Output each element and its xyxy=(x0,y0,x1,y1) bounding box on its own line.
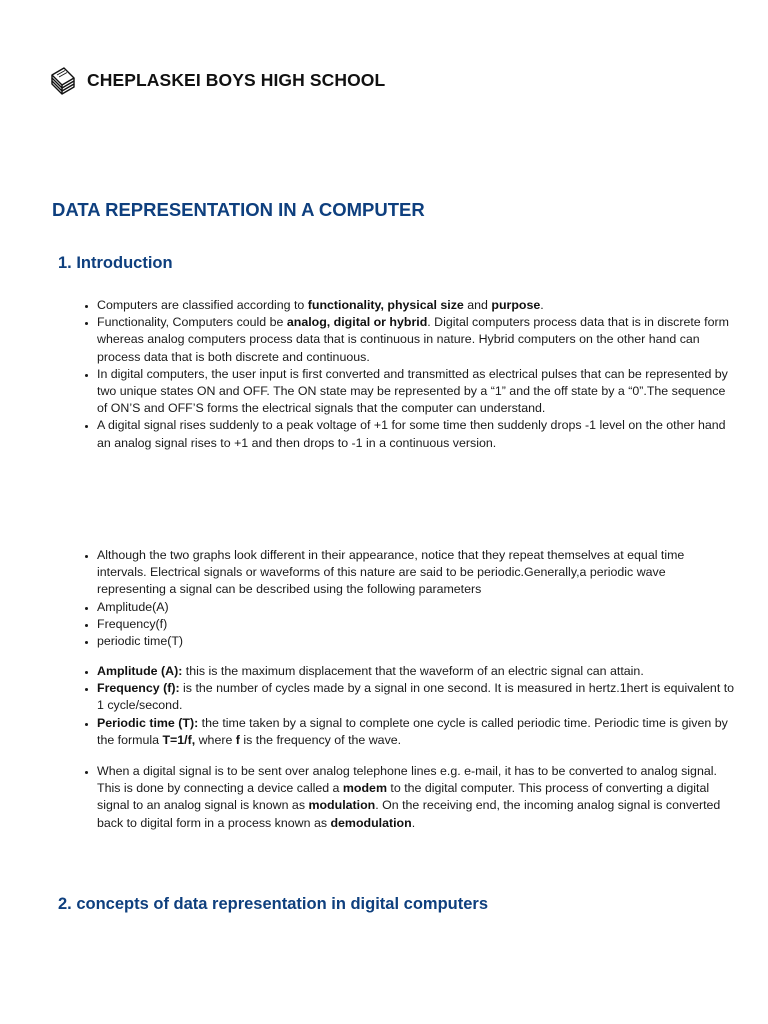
list-item: • Amplitude(A) xyxy=(97,599,737,616)
section-heading-concepts: 2. concepts of data representation in digital computers xyxy=(58,895,488,913)
school-header xyxy=(49,64,385,96)
document-title: DATA REPRESENTATION IN A COMPUTER xyxy=(52,199,425,220)
list-item: • In digital computers, the user input is first converted and transmitted as electrical pulses that can be represented by two unique states ON and OFF. The ON state may be represented by a “1” and the off state by a “0”.The sequence of ON’S and OFF’S forms the electrical signals that the computer can understand. xyxy=(97,366,737,418)
list-item: • A digital signal rises suddenly to a peak voltage of +1 for some time then suddenly drops -1 level on the other hand an analog signal rises to +1 and then drops to -1 in a continuous version. xyxy=(97,417,737,451)
list-item: • When a digital signal is to be sent over analog telephone lines e.g. e-mail, it has to be converted to analog signal. This is done by connecting a device called a modem to the digital computer. This process of converting a digital signal to an analog signal is known as modulation. On the receiving end, the incoming analog signal is converted back to digital form in a process known as demodulation. xyxy=(97,763,737,832)
list-item: • Frequency(f) xyxy=(97,616,737,633)
periodic-wave-list xyxy=(79,547,737,650)
book-stack-icon xyxy=(49,64,79,96)
list-item: • Computers are classified according to functionality, physical size and purpose. xyxy=(97,297,737,314)
list-item: • Functionality, Computers could be analog, digital or hybrid. Digital computers process data that is in discrete form whereas analog computers process data that is continuous in nature. Hybrid computers on the other hand can process data that is both discrete and continuous. xyxy=(97,314,737,366)
list-item: • periodic time(T) xyxy=(97,633,737,650)
school-name: CHEPLASKEI BOYS HIGH SCHOOL xyxy=(87,69,386,90)
list-item: • Periodic time (T): the time taken by a signal to complete one cycle is called periodic time. Periodic time is given by the formula T=1/f, where f is the frequency of the wave. xyxy=(97,715,737,749)
section-heading-introduction: 1. Introduction xyxy=(58,254,173,272)
modulation-list xyxy=(79,763,737,832)
list-item: • Amplitude (A): this is the maximum displacement that the waveform of an electric signal can attain. xyxy=(97,663,737,680)
list-item: • Although the two graphs look different in their appearance, notice that they repeat themselves at equal time intervals. Electrical signals or waveforms of this nature are said to be periodic.Generally,a periodic wave representing a signal can be described using the following parameters xyxy=(97,547,737,599)
parameter-definitions-list xyxy=(79,663,737,749)
list-item: • Frequency (f): is the number of cycles made by a signal in one second. It is measured in hertz.1hert is equivalent to 1 cycle/second. xyxy=(97,680,737,714)
intro-bullet-list xyxy=(79,297,737,452)
